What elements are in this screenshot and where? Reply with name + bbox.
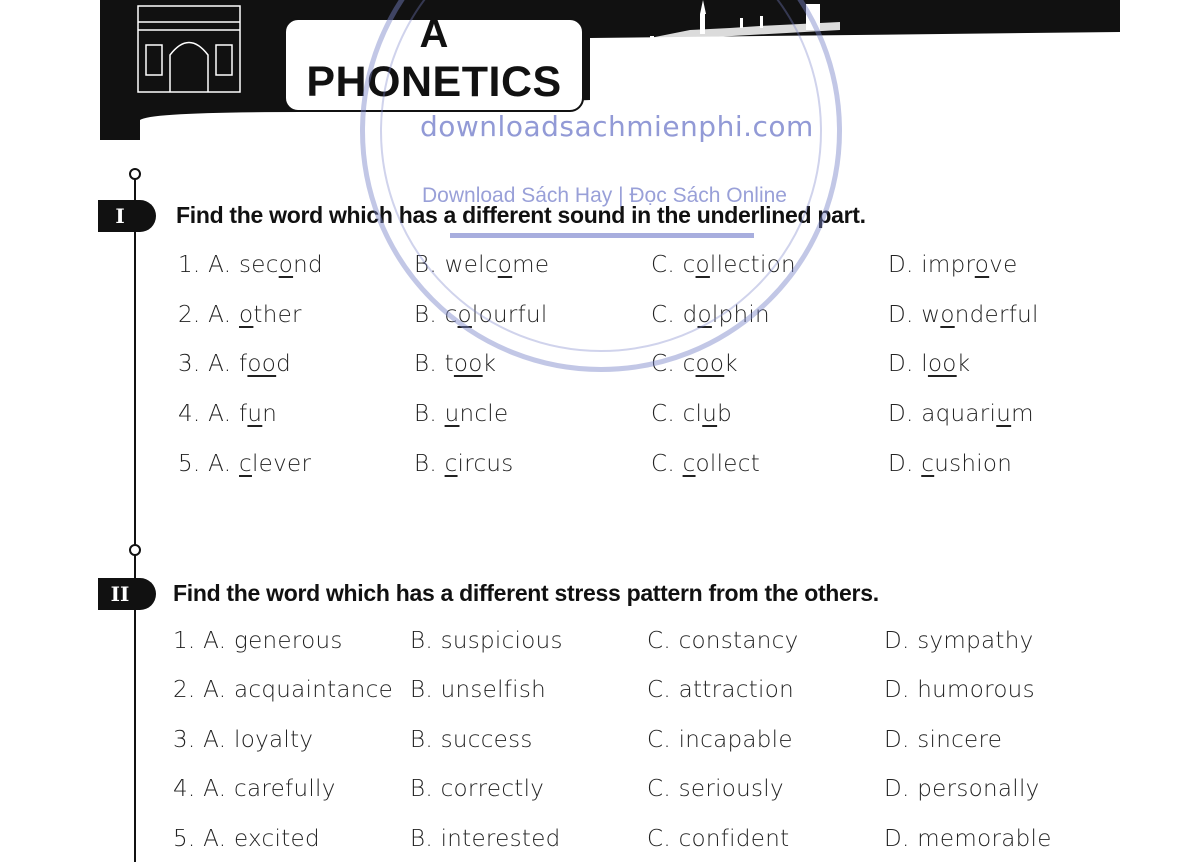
option-text: D. — [888, 451, 922, 477]
answer-option — [888, 451, 1012, 477]
underlined-part: u — [996, 401, 1012, 427]
option-text: nderful — [954, 302, 1039, 328]
option-text: 5. A. — [178, 451, 240, 477]
option-text: 1. A. sec — [178, 252, 279, 278]
answer-option — [884, 677, 1035, 703]
option-text: D. sincere — [884, 727, 1003, 753]
option-text: D. impr — [888, 252, 975, 278]
answer-option — [173, 727, 313, 753]
answer-option — [647, 628, 799, 654]
option-text: B. suspicious — [410, 628, 563, 654]
answer-option — [414, 351, 496, 377]
option-text: C. seriously — [647, 776, 784, 802]
option-text: 1. A. generous — [173, 628, 343, 654]
section-tab: I — [98, 200, 156, 232]
option-text: 2. A. — [178, 302, 240, 328]
answer-option — [410, 826, 561, 852]
answer-option — [888, 401, 1034, 427]
answer-option — [178, 351, 291, 377]
spine-ring — [129, 168, 141, 180]
option-text: ve — [989, 252, 1018, 278]
option-text: B. correctly — [410, 776, 545, 802]
option-text: B. unselfish — [410, 677, 547, 703]
option-text: 3. A. loyalty — [173, 727, 314, 753]
option-text: C. — [651, 451, 683, 477]
underlined-part: oo — [695, 351, 725, 377]
answer-option — [178, 401, 277, 427]
watermark-site: downloadsachmienphi.com — [420, 110, 814, 143]
page-title: PHONETICS — [306, 58, 562, 106]
underlined-part: o — [457, 302, 472, 328]
option-text: D. w — [888, 302, 941, 328]
option-text: C. constancy — [647, 628, 799, 654]
answer-option — [178, 302, 302, 328]
option-text: 5. A. excited — [173, 826, 320, 852]
underlined-part: o — [497, 252, 513, 278]
option-text: llection — [709, 252, 796, 278]
underlined-part: c — [239, 451, 252, 477]
option-text: C. d — [651, 302, 698, 328]
option-text: B. — [414, 451, 445, 477]
answer-option — [647, 776, 784, 802]
answer-option — [888, 351, 970, 377]
spine-ring — [129, 544, 141, 556]
answer-option — [173, 776, 336, 802]
option-text: 4. A. f — [178, 401, 248, 427]
option-text: ncle — [459, 401, 509, 427]
option-text: D. humorous — [884, 677, 1035, 703]
option-text: B. welc — [414, 252, 498, 278]
answer-option — [178, 451, 311, 477]
option-text: B. c — [414, 302, 458, 328]
underlined-part: o — [239, 302, 254, 328]
option-text: C. attraction — [647, 677, 794, 703]
watermark-tagline: Download Sách Hay | Đọc Sách Online — [422, 184, 787, 207]
underlined-part: u — [444, 401, 460, 427]
option-text: D. personally — [884, 776, 1040, 802]
option-text: ircus — [457, 451, 514, 477]
answer-option — [173, 826, 320, 852]
option-text: D. l — [888, 351, 928, 377]
underlined-part: oo — [927, 351, 957, 377]
option-text: 4. A. carefully — [173, 776, 336, 802]
option-text: C. cl — [651, 401, 703, 427]
option-text: n — [262, 401, 278, 427]
answer-option — [884, 727, 1002, 753]
option-text: D. memorable — [884, 826, 1052, 852]
option-text: d — [276, 351, 292, 377]
option-text: lever — [251, 451, 312, 477]
answer-option — [414, 401, 508, 427]
option-text: 2. A. acquaintance — [173, 677, 394, 703]
option-text: C. c — [651, 252, 696, 278]
option-text: ushion — [934, 451, 1013, 477]
section-heading: Find the word which has a different stress pattern from the others. — [173, 580, 879, 606]
answer-option — [178, 252, 323, 278]
answer-option — [414, 451, 514, 477]
section-heading: Find the word which has a different sound in the underlined part. — [176, 202, 866, 228]
question-row — [0, 628, 1203, 664]
question-row — [0, 677, 1203, 713]
underlined-part: u — [702, 401, 718, 427]
option-text: B. — [414, 401, 445, 427]
answer-option — [410, 628, 563, 654]
option-text: me — [512, 252, 550, 278]
underlined-part: o — [278, 252, 294, 278]
underlined-part: o — [974, 252, 990, 278]
option-text: ollect — [695, 451, 761, 477]
answer-option — [651, 451, 760, 477]
underlined-part: oo — [453, 351, 483, 377]
answer-option — [888, 302, 1039, 328]
option-text: C. c — [651, 351, 696, 377]
answer-option — [647, 727, 793, 753]
answer-option — [651, 401, 732, 427]
answer-option — [888, 252, 1018, 278]
option-text: k — [482, 351, 497, 377]
option-text: C. incapable — [647, 727, 793, 753]
answer-option — [410, 727, 533, 753]
underlined-part: c — [444, 451, 458, 477]
option-text: nd — [293, 252, 323, 278]
answer-option — [884, 776, 1040, 802]
answer-option — [173, 677, 393, 703]
option-text: D. aquari — [888, 401, 997, 427]
underlined-part: o — [695, 252, 710, 278]
underlined-part: o — [940, 302, 955, 328]
answer-option — [173, 628, 343, 654]
option-text: lphin — [711, 302, 770, 328]
question-row — [0, 776, 1203, 812]
option-text: C. confident — [647, 826, 790, 852]
unit-letter: A — [419, 12, 449, 56]
option-text: lourful — [471, 302, 548, 328]
option-text: B. t — [414, 351, 454, 377]
option-text: m — [1011, 401, 1034, 427]
option-text: D. sympathy — [884, 628, 1034, 654]
answer-option — [410, 677, 546, 703]
underlined-part: c — [682, 451, 696, 477]
option-text: b — [717, 401, 733, 427]
option-text: k — [724, 351, 738, 377]
underlined-part: c — [921, 451, 935, 477]
option-text: B. interested — [410, 826, 561, 852]
answer-option — [647, 826, 789, 852]
question-row — [0, 727, 1203, 763]
watermark-bar — [450, 233, 754, 238]
question-row — [0, 401, 1203, 437]
option-text: k — [956, 351, 971, 377]
underlined-part: u — [247, 401, 263, 427]
answer-option — [884, 628, 1034, 654]
answer-option — [410, 776, 544, 802]
option-text: B. success — [410, 727, 533, 753]
option-text: ther — [253, 302, 302, 328]
section-tab: II — [98, 578, 156, 610]
question-row — [0, 451, 1203, 487]
option-text: 3. A. f — [178, 351, 248, 377]
answer-option — [884, 826, 1052, 852]
answer-option — [647, 677, 794, 703]
underlined-part: o — [697, 302, 712, 328]
underlined-part: oo — [247, 351, 277, 377]
